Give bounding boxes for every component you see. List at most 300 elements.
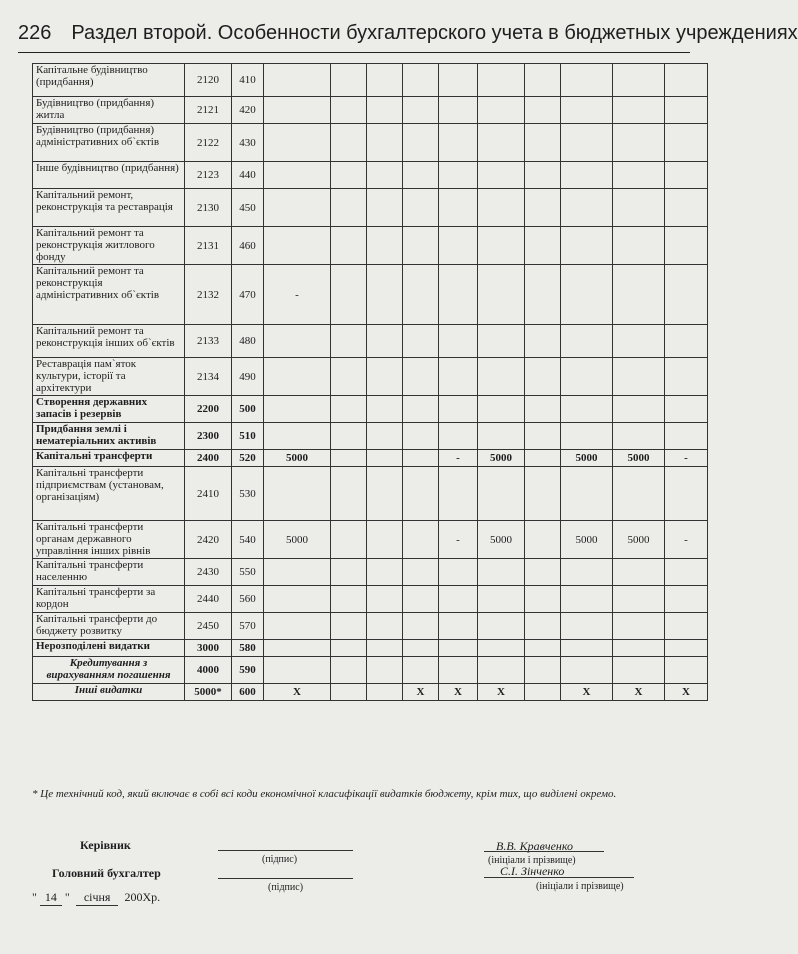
row-line-code: 450: [232, 189, 264, 227]
value-cell: [403, 97, 439, 124]
value-cell: [665, 423, 708, 450]
value-cell: [478, 396, 525, 423]
row-code: 2130: [185, 189, 232, 227]
value-cell: [525, 657, 561, 684]
row-line-code: 420: [232, 97, 264, 124]
value-cell: [478, 559, 525, 586]
value-cell: [525, 124, 561, 162]
row-line-code: 470: [232, 265, 264, 325]
value-cell: [613, 162, 665, 189]
page-title: Раздел второй. Особенности бухгалтерского учета в бюджетных учреждениях: [71, 22, 798, 44]
row-line-code: 560: [232, 586, 264, 613]
value-cell: [403, 559, 439, 586]
table-row: [33, 64, 708, 97]
value-cell: [561, 423, 613, 450]
value-cell: [665, 325, 708, 358]
value-cell: [367, 423, 403, 450]
row-code: 2440: [185, 586, 232, 613]
value-cell: [613, 640, 665, 657]
value-cell: [331, 162, 367, 189]
value-cell: [561, 227, 613, 265]
row-code: 2131: [185, 227, 232, 265]
value-cell: [331, 227, 367, 265]
row-name: Капітальний ремонт, реконструкція та реставрація: [33, 189, 185, 227]
value-cell: [561, 657, 613, 684]
value-cell: [665, 189, 708, 227]
value-cell: [561, 640, 613, 657]
value-cell: [613, 97, 665, 124]
value-cell: [367, 684, 403, 701]
value-cell: -: [665, 450, 708, 467]
value-cell: [264, 396, 331, 423]
value-cell: [331, 423, 367, 450]
value-cell: [525, 325, 561, 358]
value-cell: [478, 97, 525, 124]
value-cell: [403, 467, 439, 521]
value-cell: [403, 640, 439, 657]
head-name-caption: (ініціали і прізвище): [488, 855, 576, 866]
value-cell: 5000: [264, 450, 331, 467]
value-cell: [403, 358, 439, 396]
value-cell: [264, 559, 331, 586]
value-cell: [264, 423, 331, 450]
value-cell: [613, 265, 665, 325]
value-cell: [331, 657, 367, 684]
value-cell: [478, 586, 525, 613]
row-code: 2133: [185, 325, 232, 358]
value-cell: [403, 657, 439, 684]
value-cell: [331, 97, 367, 124]
value-cell: [525, 640, 561, 657]
value-cell: [264, 657, 331, 684]
value-cell: [367, 325, 403, 358]
value-cell: [613, 64, 665, 97]
value-cell: -: [665, 521, 708, 559]
value-cell: [561, 325, 613, 358]
value-cell: [525, 64, 561, 97]
value-cell: [367, 657, 403, 684]
row-line-code: 570: [232, 613, 264, 640]
row-name: Інше будівництво (придбання): [33, 162, 185, 189]
row-code: 2450: [185, 613, 232, 640]
value-cell: [478, 640, 525, 657]
value-cell: [561, 124, 613, 162]
value-cell: [264, 64, 331, 97]
row-name: Створення державних запасів і резервів: [33, 396, 185, 423]
value-cell: [264, 227, 331, 265]
value-cell: [613, 124, 665, 162]
row-code: 2430: [185, 559, 232, 586]
value-cell: [264, 325, 331, 358]
value-cell: [403, 521, 439, 559]
value-cell: [613, 189, 665, 227]
value-cell: X: [478, 684, 525, 701]
value-cell: [613, 325, 665, 358]
table-row: [33, 265, 708, 325]
value-cell: [264, 162, 331, 189]
row-code: 2123: [185, 162, 232, 189]
value-cell: [525, 586, 561, 613]
row-name: Капітальний ремонт та реконструкція адміністративних об`єктів: [33, 265, 185, 325]
row-name: Капітальні трансферти до бюджету розвитку: [33, 613, 185, 640]
row-line-code: 590: [232, 657, 264, 684]
value-cell: [403, 325, 439, 358]
value-cell: [525, 189, 561, 227]
row-code: 2420: [185, 521, 232, 559]
accountant-name-caption: (ініціали і прізвище): [536, 881, 624, 892]
value-cell: [613, 423, 665, 450]
value-cell: [665, 467, 708, 521]
value-cell: [403, 423, 439, 450]
accountant-signature-line: [218, 878, 353, 879]
expenses-table: [32, 63, 708, 701]
value-cell: [264, 586, 331, 613]
value-cell: [613, 467, 665, 521]
value-cell: [439, 64, 478, 97]
value-cell: [367, 162, 403, 189]
table-row: [33, 657, 708, 684]
value-cell: [478, 657, 525, 684]
table-row: [33, 613, 708, 640]
value-cell: [665, 613, 708, 640]
value-cell: [439, 640, 478, 657]
value-cell: [613, 227, 665, 265]
accountant-name-line: [484, 877, 634, 878]
value-cell: [367, 521, 403, 559]
value-cell: [613, 657, 665, 684]
value-cell: [525, 423, 561, 450]
value-cell: [478, 423, 525, 450]
value-cell: [665, 124, 708, 162]
value-cell: [403, 613, 439, 640]
row-line-code: 480: [232, 325, 264, 358]
value-cell: [367, 613, 403, 640]
row-line-code: 460: [232, 227, 264, 265]
value-cell: [331, 586, 367, 613]
row-name: Капітальні трансферти населенню: [33, 559, 185, 586]
value-cell: [665, 97, 708, 124]
value-cell: [561, 162, 613, 189]
value-cell: [478, 613, 525, 640]
table-row: [33, 450, 708, 467]
accountant-signature-caption: (підпис): [268, 882, 304, 893]
value-cell: [561, 97, 613, 124]
row-name: Інші видатки: [33, 684, 185, 701]
value-cell: [367, 227, 403, 265]
row-code: 2120: [185, 64, 232, 97]
table-row: [33, 684, 708, 701]
value-cell: [403, 450, 439, 467]
value-cell: [439, 396, 478, 423]
value-cell: [439, 265, 478, 325]
value-cell: [478, 265, 525, 325]
value-cell: [403, 64, 439, 97]
value-cell: [525, 265, 561, 325]
value-cell: [478, 189, 525, 227]
value-cell: [561, 586, 613, 613]
value-cell: [561, 613, 613, 640]
value-cell: [561, 64, 613, 97]
value-cell: [367, 358, 403, 396]
row-name: Кредитування з вирахуванням погашення: [33, 657, 185, 684]
value-cell: [439, 358, 478, 396]
value-cell: [331, 613, 367, 640]
value-cell: [525, 559, 561, 586]
value-cell: [331, 450, 367, 467]
value-cell: [665, 358, 708, 396]
value-cell: [478, 162, 525, 189]
value-cell: [613, 358, 665, 396]
value-cell: [439, 124, 478, 162]
table-row: [33, 521, 708, 559]
value-cell: X: [561, 684, 613, 701]
value-cell: [403, 586, 439, 613]
table-row: [33, 396, 708, 423]
value-cell: X: [264, 684, 331, 701]
value-cell: [665, 162, 708, 189]
value-cell: [331, 467, 367, 521]
row-name: Капітальні трансферти: [33, 450, 185, 467]
value-cell: [561, 467, 613, 521]
value-cell: [665, 559, 708, 586]
row-code: 2300: [185, 423, 232, 450]
value-cell: [561, 265, 613, 325]
row-line-code: 410: [232, 64, 264, 97]
value-cell: X: [403, 684, 439, 701]
value-cell: [525, 97, 561, 124]
document-date: " 14 " січня 200Хр.: [32, 890, 161, 904]
footnote: * Це технічний код, який включає в собі всі коди економічної класифікації видатків бюджету, крім тих, що виділені окремо.: [32, 788, 617, 800]
table-row: [33, 97, 708, 124]
value-cell: [665, 396, 708, 423]
row-line-code: 580: [232, 640, 264, 657]
value-cell: [331, 358, 367, 396]
value-cell: [525, 396, 561, 423]
value-cell: [478, 467, 525, 521]
value-cell: [439, 97, 478, 124]
table-row: [33, 162, 708, 189]
row-name: Капітальне будівництво (придбання): [33, 64, 185, 97]
value-cell: [264, 189, 331, 227]
row-name: Капітальний ремонт та реконструкція інших об`єктів: [33, 325, 185, 358]
value-cell: [525, 684, 561, 701]
row-name: Капітальний ремонт та реконструкція житлового фонду: [33, 227, 185, 265]
value-cell: [264, 467, 331, 521]
row-code: 3000: [185, 640, 232, 657]
value-cell: [403, 227, 439, 265]
value-cell: [525, 467, 561, 521]
value-cell: [665, 657, 708, 684]
row-line-code: 550: [232, 559, 264, 586]
row-code: 2132: [185, 265, 232, 325]
value-cell: -: [264, 265, 331, 325]
value-cell: [478, 64, 525, 97]
value-cell: [264, 358, 331, 396]
row-line-code: 490: [232, 358, 264, 396]
value-cell: X: [665, 684, 708, 701]
row-line-code: 600: [232, 684, 264, 701]
row-name: Капітальні трансферти підприємствам (установам, організаціям): [33, 467, 185, 521]
value-cell: [367, 467, 403, 521]
value-cell: [367, 265, 403, 325]
row-name: Будівництво (придбання) адміністративних об`єктів: [33, 124, 185, 162]
value-cell: [331, 559, 367, 586]
row-line-code: 500: [232, 396, 264, 423]
row-name: Будівництво (придбання) житла: [33, 97, 185, 124]
table-row: [33, 467, 708, 521]
value-cell: 5000: [561, 521, 613, 559]
table-row: [33, 640, 708, 657]
value-cell: [331, 684, 367, 701]
value-cell: [613, 559, 665, 586]
row-code: 4000: [185, 657, 232, 684]
date-year: 200Хр.: [124, 890, 161, 904]
table-row: [33, 358, 708, 396]
table-row: [33, 423, 708, 450]
row-line-code: 520: [232, 450, 264, 467]
value-cell: [525, 227, 561, 265]
value-cell: [525, 358, 561, 396]
value-cell: [331, 521, 367, 559]
head-signature-caption: (підпис): [262, 854, 298, 865]
value-cell: [439, 227, 478, 265]
row-code: 2410: [185, 467, 232, 521]
value-cell: [367, 586, 403, 613]
value-cell: [439, 467, 478, 521]
value-cell: [561, 559, 613, 586]
table-row: [33, 189, 708, 227]
value-cell: [525, 613, 561, 640]
value-cell: [439, 162, 478, 189]
value-cell: X: [439, 684, 478, 701]
value-cell: [561, 358, 613, 396]
value-cell: X: [613, 684, 665, 701]
value-cell: -: [439, 450, 478, 467]
value-cell: [439, 657, 478, 684]
row-line-code: 530: [232, 467, 264, 521]
value-cell: [331, 325, 367, 358]
value-cell: [665, 265, 708, 325]
value-cell: [439, 325, 478, 358]
date-month: січня: [76, 890, 119, 906]
page-number: 226: [18, 22, 52, 44]
value-cell: [478, 325, 525, 358]
value-cell: [367, 640, 403, 657]
row-code: 2122: [185, 124, 232, 162]
value-cell: -: [439, 521, 478, 559]
head-title: Керівник: [80, 838, 131, 852]
row-code: 2121: [185, 97, 232, 124]
row-name: Придбання землі і нематеріальних активів: [33, 423, 185, 450]
value-cell: [264, 124, 331, 162]
row-line-code: 540: [232, 521, 264, 559]
value-cell: [403, 189, 439, 227]
value-cell: [403, 265, 439, 325]
value-cell: [525, 521, 561, 559]
value-cell: [403, 124, 439, 162]
value-cell: [525, 162, 561, 189]
value-cell: 5000: [478, 450, 525, 467]
table-body: [33, 64, 708, 701]
value-cell: [331, 396, 367, 423]
value-cell: [665, 586, 708, 613]
value-cell: [478, 358, 525, 396]
value-cell: [367, 450, 403, 467]
value-cell: [367, 124, 403, 162]
row-line-code: 440: [232, 162, 264, 189]
value-cell: [331, 189, 367, 227]
value-cell: [264, 613, 331, 640]
row-code: 2400: [185, 450, 232, 467]
page-header: [18, 22, 798, 53]
value-cell: [525, 450, 561, 467]
value-cell: [331, 640, 367, 657]
value-cell: [613, 586, 665, 613]
value-cell: [367, 64, 403, 97]
value-cell: 5000: [264, 521, 331, 559]
value-cell: [403, 396, 439, 423]
table-row: [33, 124, 708, 162]
value-cell: [478, 227, 525, 265]
value-cell: [439, 613, 478, 640]
value-cell: [439, 559, 478, 586]
table-row: [33, 586, 708, 613]
row-line-code: 510: [232, 423, 264, 450]
row-name: Капітальні трансферти за кордон: [33, 586, 185, 613]
value-cell: [613, 613, 665, 640]
value-cell: [665, 640, 708, 657]
row-code: 5000*: [185, 684, 232, 701]
value-cell: 5000: [478, 521, 525, 559]
value-cell: [367, 97, 403, 124]
value-cell: [367, 396, 403, 423]
head-name-line: [484, 851, 604, 852]
accountant-name: С.І. Зінченко: [500, 864, 565, 878]
head-signature-line: [218, 850, 353, 851]
value-cell: [264, 97, 331, 124]
value-cell: [331, 265, 367, 325]
value-cell: [665, 64, 708, 97]
table-row: [33, 227, 708, 265]
value-cell: [613, 396, 665, 423]
row-name: Нерозподілені видатки: [33, 640, 185, 657]
table-row: [33, 325, 708, 358]
table-row: [33, 559, 708, 586]
head-name: В.В. Кравченко: [496, 839, 573, 853]
value-cell: [561, 396, 613, 423]
value-cell: [439, 586, 478, 613]
row-name: Реставрація пам`яток культури, історії та архітектури: [33, 358, 185, 396]
value-cell: [478, 124, 525, 162]
value-cell: [367, 189, 403, 227]
value-cell: [439, 423, 478, 450]
value-cell: [331, 124, 367, 162]
value-cell: [264, 640, 331, 657]
value-cell: [367, 559, 403, 586]
value-cell: [403, 162, 439, 189]
value-cell: 5000: [613, 450, 665, 467]
value-cell: [439, 189, 478, 227]
accountant-title: Головний бухгалтер: [52, 866, 161, 880]
value-cell: [331, 64, 367, 97]
row-code: 2200: [185, 396, 232, 423]
date-day: 14: [40, 890, 62, 906]
value-cell: 5000: [613, 521, 665, 559]
row-line-code: 430: [232, 124, 264, 162]
value-cell: [561, 189, 613, 227]
row-code: 2134: [185, 358, 232, 396]
value-cell: 5000: [561, 450, 613, 467]
